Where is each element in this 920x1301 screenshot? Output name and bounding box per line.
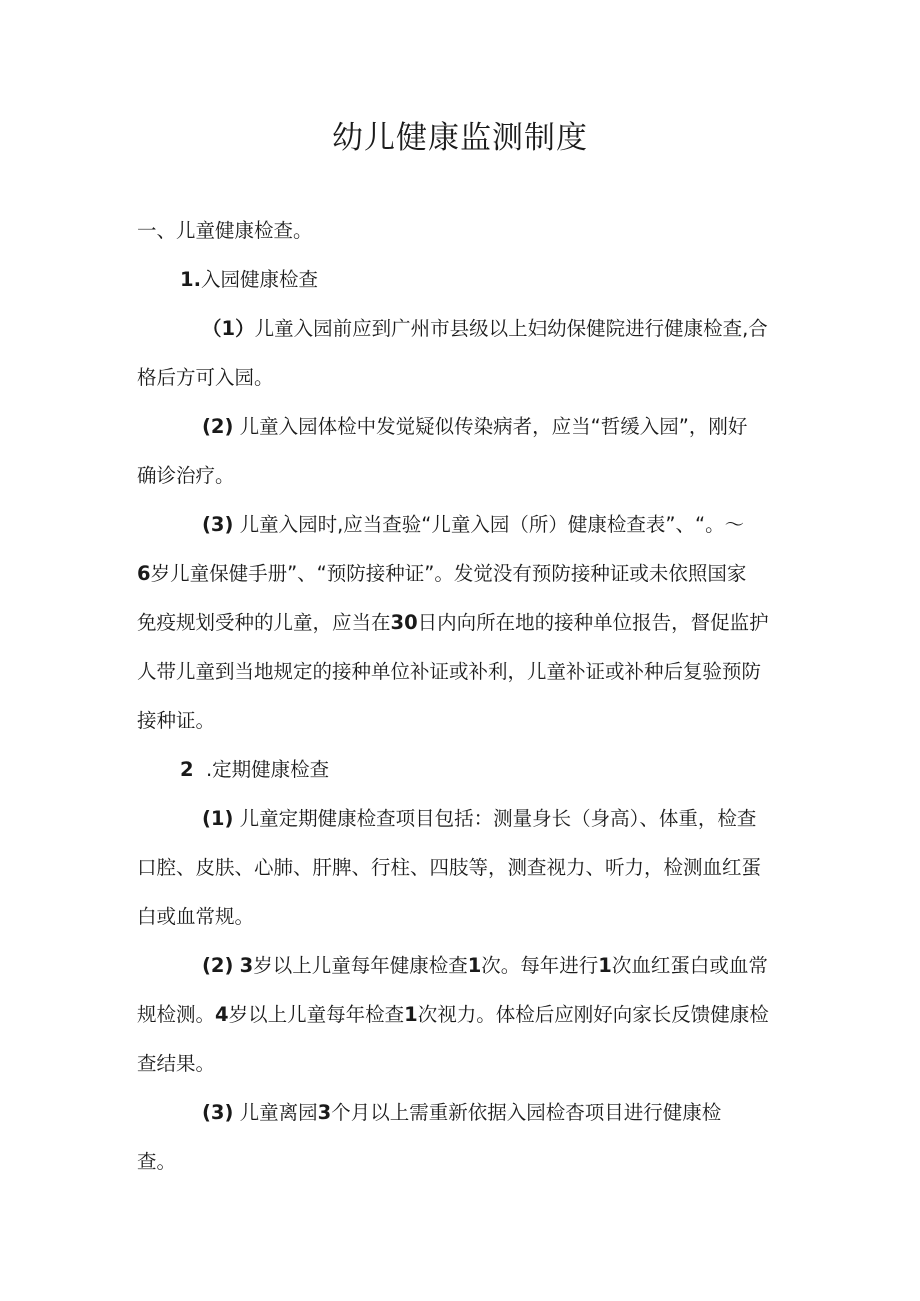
paragraph-line [137, 609, 769, 637]
paragraph-text: 人带儿童到当地规定的接种单位补证或补利，儿童补证或补种后复验预防 [137, 660, 762, 683]
paragraph-line [137, 560, 746, 588]
subsection-label: .定期健康检查 [205, 758, 330, 781]
section-heading-text: 一、儿童健康检查。 [137, 219, 313, 242]
paragraph-text: 儿童入园时,应当查验“儿童入园（所）健康检查表”、“。～ [239, 513, 745, 536]
paragraph-line [202, 1099, 721, 1127]
paragraph-line [137, 854, 761, 882]
subsection-heading-2 [180, 756, 329, 784]
paragraph-line [202, 952, 768, 980]
inline-number: 3 [239, 954, 254, 977]
paragraph-text: 儿童入园前应到广州市县级以上妇幼保健院进行健康检查,合 [254, 317, 768, 340]
paragraph-text: 日内向所在地的接种单位报告，督促监护 [417, 611, 769, 634]
item-number: (2) [202, 954, 234, 977]
paragraph-text: 次。每年进行 [481, 954, 599, 977]
paragraph-line [202, 315, 768, 343]
paragraph-text: 规检测。 [137, 1003, 216, 1026]
paragraph-line [202, 511, 744, 539]
paragraph-line [202, 805, 756, 833]
inline-number: 3 [317, 1101, 332, 1124]
subsection-heading-1 [180, 266, 318, 294]
paragraph-text: 岁以上儿童每年检查 [228, 1003, 405, 1026]
inline-number: 1 [598, 954, 612, 977]
paragraph-line [202, 413, 747, 441]
item-number: （1） [202, 317, 255, 340]
paragraph-line [137, 364, 274, 392]
page-title: 幼儿健康监测制度 [332, 120, 588, 156]
paragraph-text: 岁儿童保健手册”、“预防接种证”。发觉没有预防接种证或未依照国家 [150, 562, 747, 585]
paragraph-text: 免疫规划受种的儿童，应当在 [137, 611, 391, 634]
section-heading [137, 217, 313, 245]
paragraph-text: 次视力。体检后应刚好向家长反馈健康检 [417, 1003, 769, 1026]
paragraph-text: 岁以上儿童每年健康检查 [253, 954, 468, 977]
paragraph-line [137, 903, 254, 931]
inline-number: 30 [390, 611, 418, 634]
paragraph-text: 儿童离园 [239, 1101, 318, 1124]
inline-number: 1 [467, 954, 482, 977]
paragraph-text: 儿童入园体检中发觉疑似传染病者，应当“哲缓入园”，刚好 [239, 415, 748, 438]
inline-number: 6 [137, 562, 151, 585]
paragraph-line [137, 707, 215, 735]
inline-number: 4 [215, 1003, 229, 1026]
paragraph-text: 确诊治疗。 [137, 464, 235, 487]
paragraph-text: 查结果。 [137, 1052, 216, 1075]
paragraph-line [137, 1001, 769, 1029]
item-number: (3) [202, 1101, 234, 1124]
paragraph-text: 白或血常规。 [137, 905, 255, 928]
paragraph-text: 个月以上需重新依据入园检杳项目进行健康检 [331, 1101, 722, 1124]
paragraph-line [137, 462, 235, 490]
paragraph-text: 儿童定期健康检查项目包括：测量身长（身高）、体重，检查 [239, 807, 757, 830]
paragraph-text: 格后方可入园。 [137, 366, 274, 389]
item-number: (1) [202, 807, 234, 830]
item-number: (3) [202, 513, 234, 536]
paragraph-line [137, 658, 761, 686]
paragraph-text: 次血红蛋白或血常 [611, 954, 768, 977]
item-number: (2) [202, 415, 234, 438]
inline-number: 1 [404, 1003, 418, 1026]
subsection-number: 2 [180, 758, 194, 781]
paragraph-text: 查。 [137, 1150, 177, 1173]
paragraph-text: 接种证。 [137, 709, 216, 732]
paragraph-text: 口腔、皮肤、心肺、肝脾、行柱、四肢等，测查视力、听力，检测血红蛋 [137, 856, 762, 879]
subsection-number: 1. [180, 268, 201, 291]
subsection-label: 入园健康检查 [200, 268, 318, 291]
paragraph-line [137, 1050, 215, 1078]
paragraph-line [137, 1148, 176, 1176]
